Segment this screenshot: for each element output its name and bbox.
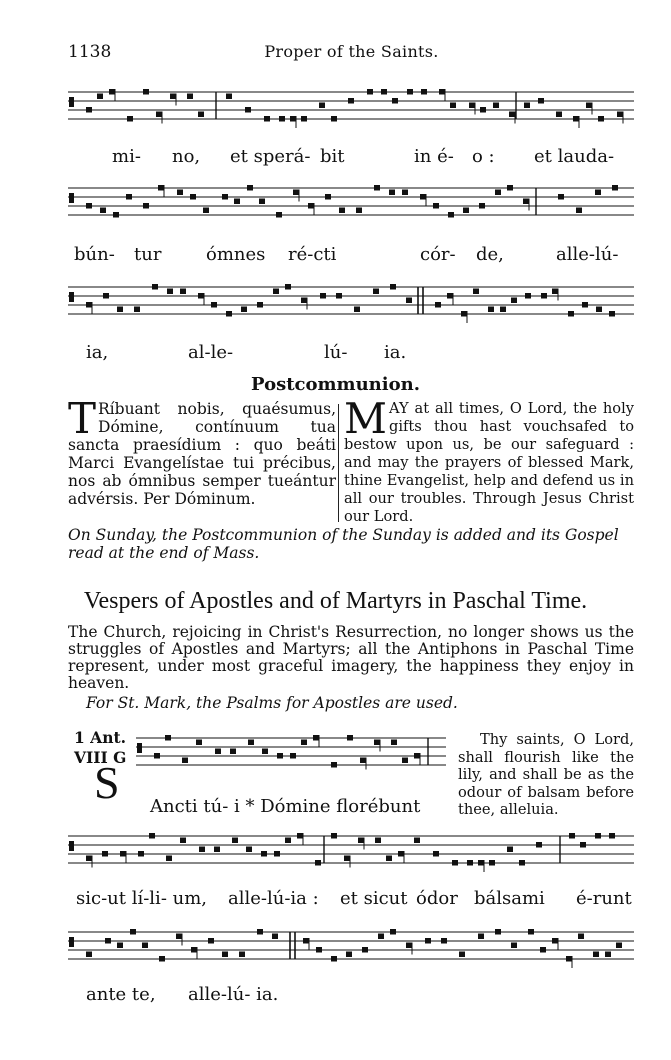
neume-note [480, 107, 486, 113]
neume-note [578, 934, 584, 940]
neume-note [105, 938, 111, 944]
neume-note [222, 194, 228, 200]
neume-note [191, 947, 197, 953]
neume-note [582, 302, 588, 308]
neume-note [489, 860, 495, 866]
neume-note [126, 194, 132, 200]
neume-note [273, 289, 279, 295]
neume-note [605, 952, 611, 958]
neume-note [331, 833, 337, 839]
neume-note [478, 860, 484, 866]
neume-note [381, 89, 387, 95]
lyric-syllable: lú- [324, 342, 348, 363]
latin-column [68, 394, 336, 508]
neume-note [402, 758, 408, 764]
neume-note [102, 851, 108, 857]
antiphon-translation [458, 731, 634, 819]
neume-note [199, 847, 205, 853]
lyric-syllable: et sperá- [230, 146, 311, 167]
antiphon-mode: VIII G [74, 748, 127, 767]
neume-note [507, 847, 513, 853]
neume-note [373, 289, 379, 295]
neume-note [198, 112, 204, 118]
neume-note [211, 302, 217, 308]
rubric-psalms: For St. Mark, the Psalms for Apostles are used. [86, 694, 458, 712]
neume-note [245, 107, 251, 113]
neume-note [478, 934, 484, 940]
neume-note [566, 956, 572, 962]
antiphon-number: 1 Ant. [74, 728, 127, 747]
neume-note [86, 302, 92, 308]
neume-note [552, 289, 558, 295]
neume-note [285, 284, 291, 290]
neume-note [441, 938, 447, 944]
neume-note [230, 749, 236, 755]
neume-note [279, 116, 285, 122]
neume-note [573, 116, 579, 122]
lyric-syllable: ómnes [206, 244, 266, 265]
neume-note [276, 212, 282, 218]
neume-note [234, 199, 240, 205]
neume-note [165, 735, 171, 741]
neume-note [391, 740, 397, 746]
lyric-syllable: mi- [112, 146, 141, 167]
neume-note [344, 856, 350, 862]
neume-note [479, 203, 485, 209]
neume-note [452, 860, 458, 866]
neume-note [392, 98, 398, 104]
neume-note [362, 947, 368, 953]
neume-note [500, 307, 506, 313]
neume-note [467, 860, 473, 866]
neume-note [459, 952, 465, 958]
neume-note [358, 838, 364, 844]
neume-note [301, 116, 307, 122]
neume-note [86, 203, 92, 209]
neume-note [203, 208, 209, 214]
neume-note [149, 833, 155, 839]
neume-note [222, 952, 228, 958]
lyric-syllable: ódor [416, 888, 458, 909]
neume-note [552, 938, 558, 944]
neume-note [261, 851, 267, 857]
neume-note [232, 838, 238, 844]
rubric-sunday: On Sunday, the Postcommunion of the Sunday is added and its Gospel read at the end of Mass. [68, 526, 619, 562]
neume-note [274, 851, 280, 857]
neume-note [142, 943, 148, 949]
neume-note [346, 952, 352, 958]
neume-note [103, 293, 109, 299]
neume-note [159, 956, 165, 962]
vespers-intro: The Church, rejoicing in Christ's Resurrection, no longer shows us the struggles of Apostles and Martyrs; all the Antiphons in Paschal Time represent, under most graceful imagery, the happiness they enjoy in heaven. [68, 623, 634, 692]
clef-icon [69, 937, 74, 947]
lyric-syllable: ia. [384, 342, 407, 363]
neume-note [596, 307, 602, 313]
neume-note [86, 107, 92, 113]
neume-note [461, 311, 467, 317]
neume-note [339, 208, 345, 214]
neume-note [488, 307, 494, 313]
neume-note [511, 298, 517, 304]
english-prayer-text: AY at all times, O Lord, the holy gifts thou hast vouchsafed to bestow upon us, be our safeguard : and may the prayers of blessed Mark, thine Evangelist, help and defend us in all our troubles. Through Jesus Christ our Lord. [344, 400, 634, 525]
neume-note [100, 208, 106, 214]
neume-note [196, 740, 202, 746]
vespers-title: Vespers of Apostles and of Martyrs in Paschal Time. [83, 588, 588, 614]
neume-note [509, 112, 515, 118]
neume-note [433, 851, 439, 857]
neume-note [297, 833, 303, 839]
column-divider [338, 404, 339, 522]
neume-note [138, 851, 144, 857]
lyric-syllable: al-le- [188, 342, 234, 363]
neume-note [325, 194, 331, 200]
neume-note [198, 293, 204, 299]
neume-note [556, 112, 562, 118]
postcommunion-title: Postcommunion. [251, 374, 420, 395]
lyric-syllable: et sicut [340, 888, 408, 909]
neume-note [348, 98, 354, 104]
neume-note [215, 749, 221, 755]
clef-icon [69, 292, 74, 302]
neume-note [226, 94, 232, 100]
page-number: 1138 [68, 42, 112, 62]
neume-note [109, 89, 115, 95]
neume-note [495, 929, 501, 935]
lyric-syllable: cór- [420, 244, 456, 265]
neume-note [540, 947, 546, 953]
neume-note [170, 94, 176, 100]
neume-note [616, 943, 622, 949]
neume-note [320, 293, 326, 299]
neume-note [524, 103, 530, 109]
neume-note [519, 860, 525, 866]
neume-note [127, 116, 133, 122]
neume-note [609, 833, 615, 839]
neume-note [356, 208, 362, 214]
neume-note [374, 185, 380, 191]
neume-note [290, 116, 296, 122]
neume-note [414, 838, 420, 844]
neume-note [507, 185, 513, 191]
neume-note [208, 938, 214, 944]
lyric-syllable: no, [172, 146, 201, 167]
neume-note [86, 856, 92, 862]
neume-note [190, 194, 196, 200]
neume-note [495, 190, 501, 196]
neume-note [576, 208, 582, 214]
neume-note [214, 847, 220, 853]
neume-note [303, 938, 309, 944]
neume-note [463, 208, 469, 214]
neume-note [226, 311, 232, 317]
neume-note [595, 833, 601, 839]
neume-note [538, 98, 544, 104]
lyric-syllable: ante te, [86, 984, 156, 1005]
neume-note [180, 838, 186, 844]
neume-note [134, 307, 140, 313]
neume-note [180, 289, 186, 295]
neume-note [182, 758, 188, 764]
neume-note [239, 952, 245, 958]
neume-note [316, 947, 322, 953]
neume-note [187, 94, 193, 100]
neume-note [568, 311, 574, 317]
neume-note [154, 753, 160, 759]
neume-note [612, 185, 618, 191]
neume-note [354, 307, 360, 313]
neume-note [406, 943, 412, 949]
neume-note [435, 302, 441, 308]
neume-note [402, 190, 408, 196]
neume-note [301, 298, 307, 304]
neume-note [398, 851, 404, 857]
neume-note [262, 749, 268, 755]
lyric-syllable: in é- [414, 146, 454, 167]
neume-note [569, 833, 575, 839]
neume-note [113, 212, 119, 218]
neume-note [525, 293, 531, 299]
neume-note [420, 194, 426, 200]
neume-note [407, 89, 413, 95]
antiphon-translation-text: Thy saints, O Lord, shall flourish like the lily, and shall be as the odour of balsam before thee, alleluia. [458, 731, 634, 818]
neume-note [360, 758, 366, 764]
neume-note [375, 838, 381, 844]
neume-note [301, 740, 307, 746]
lyric-syllable: é-runt [576, 888, 632, 909]
lyric-syllable: bún- [74, 244, 115, 265]
neume-note [257, 302, 263, 308]
neume-note [257, 929, 263, 935]
neume-note [414, 753, 420, 759]
lyric-syllable: et lauda- [534, 146, 615, 167]
english-column [344, 394, 634, 526]
lyric-syllable: alle-lú- [556, 244, 619, 265]
latin-drop-cap: T [68, 394, 97, 443]
lyric-syllable: de, [476, 244, 504, 265]
lyric-syllable: ré-cti [288, 244, 337, 265]
neume-note [447, 293, 453, 299]
neume-note [272, 934, 278, 940]
neume-note [558, 194, 564, 200]
neume-note [386, 856, 392, 862]
neume-note [86, 952, 92, 958]
neume-note [367, 89, 373, 95]
antiphon-first-line: Ancti tú- i * Dómine florébunt [150, 796, 421, 817]
neume-note [158, 185, 164, 191]
neume-note [120, 851, 126, 857]
lyric-syllable: bit [320, 146, 345, 167]
neume-note [493, 103, 499, 109]
neume-note [143, 89, 149, 95]
neume-note [97, 94, 103, 100]
neume-note [285, 838, 291, 844]
neume-note [586, 103, 592, 109]
neume-note [117, 943, 123, 949]
running-head: Proper of the Saints. [264, 42, 439, 61]
neume-note [593, 952, 599, 958]
antiphon-initial: S [94, 757, 120, 808]
neume-note [176, 934, 182, 940]
neume-note [247, 185, 253, 191]
clef-icon [69, 193, 74, 203]
neume-note [598, 116, 604, 122]
neume-note [421, 89, 427, 95]
lyric-syllable: ia, [86, 342, 109, 363]
neume-note [248, 740, 254, 746]
neume-note [156, 112, 162, 118]
neume-note [390, 929, 396, 935]
neume-note [528, 929, 534, 935]
neume-note [469, 103, 475, 109]
neume-note [319, 103, 325, 109]
neume-note [541, 293, 547, 299]
neume-note [406, 298, 412, 304]
neume-note [347, 735, 353, 741]
neume-note [595, 190, 601, 196]
neume-note [473, 289, 479, 295]
neume-note [331, 762, 337, 768]
neume-note [264, 116, 270, 122]
neume-note [315, 860, 321, 866]
neume-note [166, 856, 172, 862]
neume-note [143, 203, 149, 209]
neume-note [290, 753, 296, 759]
neume-note [152, 284, 158, 290]
neume-note [313, 735, 319, 741]
lyric-syllable: alle-lú-ia : [228, 888, 319, 909]
neume-note [448, 212, 454, 218]
clef-icon [69, 97, 74, 107]
neume-note [293, 190, 299, 196]
neume-note [336, 293, 342, 299]
latin-prayer-text: Ríbuant nobis, quaésumus, Dómine, contínuum tua sancta praesídium : quo beáti Marci Evangelístae tui précibus, nos ab ómnibus semper tueántur advérsis. Per Dóminum. [68, 400, 336, 508]
neume-note [177, 190, 183, 196]
neume-note [536, 842, 542, 848]
neume-note [511, 943, 517, 949]
lyric-syllable: o : [472, 146, 495, 167]
neume-note [450, 103, 456, 109]
neume-note [617, 112, 623, 118]
neume-note [580, 842, 586, 848]
neume-note [308, 203, 314, 209]
neume-note [523, 199, 529, 205]
lyric-syllable: sic-ut lí-li- um, [76, 888, 208, 909]
neume-note [374, 740, 380, 746]
neume-note [167, 289, 173, 295]
neume-note [425, 938, 431, 944]
neume-note [389, 190, 395, 196]
lyric-syllable: tur [134, 244, 162, 265]
neume-note [378, 934, 384, 940]
neume-note [241, 307, 247, 313]
neume-note [130, 929, 136, 935]
neume-note [433, 203, 439, 209]
lyric-syllable: bálsami [474, 888, 545, 909]
neume-note [246, 847, 252, 853]
neume-note [331, 116, 337, 122]
neume-note [117, 307, 123, 313]
neume-note [259, 199, 265, 205]
neume-note [390, 284, 396, 290]
neume-note [331, 956, 337, 962]
english-drop-cap: M [344, 394, 388, 443]
neume-note [277, 753, 283, 759]
clef-icon [69, 841, 74, 851]
lyric-syllable: alle-lú- ia. [188, 984, 279, 1005]
neume-note [609, 311, 615, 317]
clef-icon [137, 743, 142, 753]
neume-note [439, 89, 445, 95]
